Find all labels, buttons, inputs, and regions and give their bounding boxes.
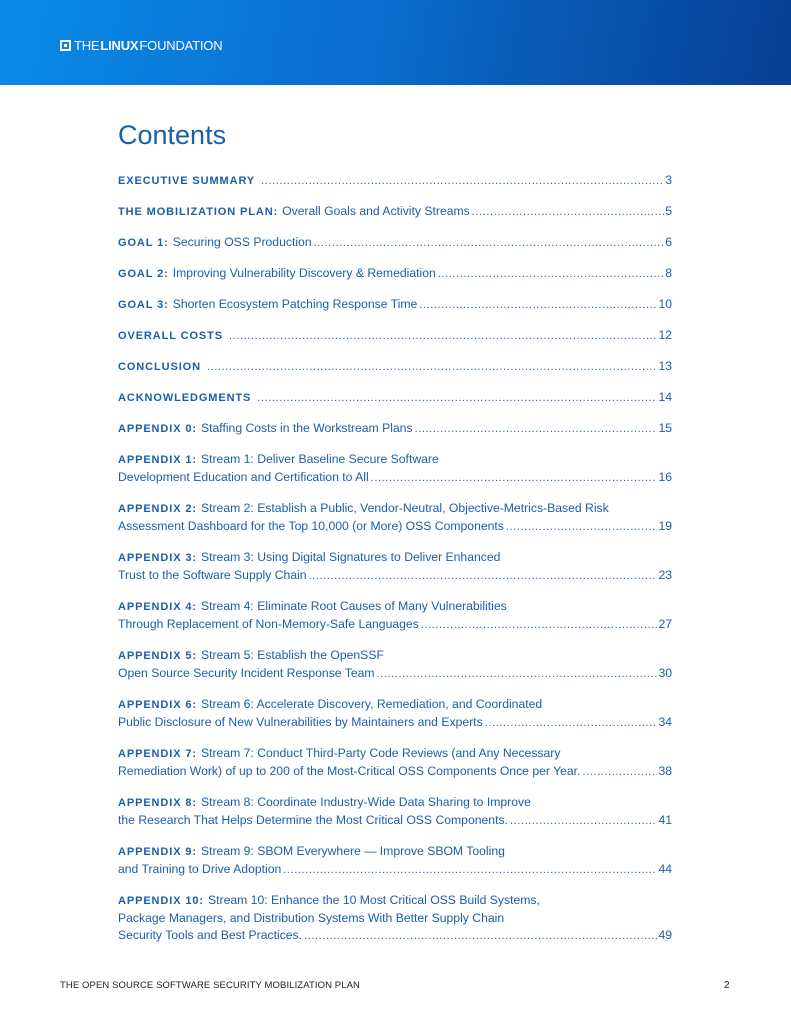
toc-page-number: 13 [658, 359, 672, 373]
toc-dot-leader [485, 715, 658, 732]
toc-page-number: 34 [658, 715, 672, 729]
toc-entry[interactable] [118, 500, 672, 536]
toc-entry-label: CONCLUSION [118, 361, 201, 373]
toc-entry-text: Improving Vulnerability Discovery & Remediation [172, 266, 436, 280]
toc-entry-line [118, 843, 672, 861]
toc-entry-label: APPENDIX 9: [118, 846, 197, 858]
toc-entry-label: APPENDIX 6: [118, 699, 197, 711]
toc-page-number: 44 [658, 862, 672, 876]
toc-dot-leader [261, 173, 664, 190]
toc-dot-leader [304, 928, 657, 945]
toc-dot-leader [377, 666, 658, 683]
toc-entry-line [118, 763, 672, 781]
toc-entry-text: Staffing Costs in the Workstream Plans [200, 421, 413, 435]
toc-entry-text: Stream 8: Coordinate Industry-Wide Data Sharing to Improve [200, 795, 531, 809]
toc-page-number: 19 [658, 519, 672, 533]
logo-word-foundation: FOUNDATION [139, 37, 223, 53]
toc-page-number: 27 [658, 617, 672, 631]
toc-entry-line [118, 296, 672, 314]
toc-entry[interactable] [118, 549, 672, 585]
toc-entry-line [118, 927, 672, 945]
toc-entry-text: Trust to the Software Supply Chain [118, 568, 307, 582]
toc-dot-leader [506, 519, 658, 536]
toc-entry-text: the Research That Helps Determine the Most Critical OSS Components. [118, 813, 508, 827]
toc-page-number: 10 [658, 297, 672, 311]
toc-dot-leader [314, 235, 665, 252]
toc-entry-line [118, 745, 672, 763]
toc-entry-line [118, 714, 672, 732]
toc-page-number: 49 [658, 928, 672, 942]
toc-dot-leader [371, 470, 658, 487]
toc-entry[interactable] [118, 647, 672, 683]
logo-word-the: THE [74, 37, 100, 53]
toc-entry-text: and Training to Drive Adoption [118, 862, 282, 876]
toc-dot-leader [472, 204, 664, 221]
toc-entry-line [118, 616, 672, 634]
toc-entry-line [118, 696, 672, 714]
toc-page-number: 38 [658, 764, 672, 778]
toc-dot-leader [207, 359, 657, 376]
toc-entry[interactable] [118, 203, 672, 221]
toc-entry[interactable] [118, 451, 672, 487]
toc-entry-line [118, 861, 672, 879]
toc-entry-line [118, 500, 672, 518]
toc-page-number: 30 [658, 666, 672, 680]
toc-dot-leader [582, 764, 657, 781]
toc-entry-line [118, 892, 672, 910]
toc-entry-label: APPENDIX 4: [118, 601, 197, 613]
toc-entry-text: Stream 4: Eliminate Root Causes of Many Vulnerabilities [200, 599, 507, 613]
toc-entry-text: Remediation Work) of up to 200 of the Most-Critical OSS Components Once per Year. [118, 764, 581, 778]
toc-entry-label: GOAL 3: [118, 299, 169, 311]
toc-entry-text: Securing OSS Production [172, 235, 312, 249]
toc-entry-text: Stream 2: Establish a Public, Vendor-Neutral, Objective-Metrics-Based Risk [200, 501, 609, 515]
toc-entry-label: OVERALL COSTS [118, 330, 224, 342]
toc-entry-label: APPENDIX 2: [118, 503, 197, 515]
toc-dot-leader [510, 813, 657, 830]
toc-dot-leader [309, 568, 658, 585]
toc-entry[interactable] [118, 598, 672, 634]
logo-word-linux: LINUX [100, 37, 139, 53]
toc-entry-text: Stream 9: SBOM Everywhere — Improve SBOM Tooling [200, 844, 505, 858]
toc-entry-text: Stream 1: Deliver Baseline Secure Software [200, 452, 439, 466]
toc-entry-text: Development Education and Certification to All [118, 470, 369, 484]
toc-entry-text: Assessment Dashboard for the Top 10,000 (or More) OSS Components [118, 519, 504, 533]
toc-dot-leader [257, 390, 657, 407]
toc-entry-text: Stream 5: Establish the OpenSSF [200, 648, 384, 662]
toc-page-number: 41 [658, 813, 672, 827]
toc-entry-text: Stream 10: Enhance the 10 Most Critical OSS Build Systems, [208, 893, 540, 907]
toc-entry-line [118, 598, 672, 616]
toc-page-number: 3 [665, 173, 672, 187]
toc-page-number: 6 [665, 235, 672, 249]
toc-entry[interactable] [118, 327, 672, 345]
toc-entry-line [118, 358, 672, 376]
toc-entry-text: Stream 3: Using Digital Signatures to Deliver Enhanced [200, 550, 501, 564]
page-title: Contents [118, 120, 227, 150]
toc-entry-text: Shorten Ecosystem Patching Response Time [172, 297, 418, 311]
toc-dot-leader [283, 862, 657, 879]
toc-entry-text: Overall Goals and Activity Streams [282, 204, 470, 218]
toc-entry[interactable] [118, 234, 672, 252]
toc-entry-text: Stream 6: Accelerate Discovery, Remediation, and Coordinated [200, 697, 543, 711]
toc-entry[interactable] [118, 358, 672, 376]
toc-entry-text: Stream 7: Conduct Third-Party Code Reviews (and Any Necessary [200, 746, 561, 760]
toc-entry-line [118, 665, 672, 683]
toc-entry-line [118, 420, 672, 438]
toc-entry-line [118, 265, 672, 283]
toc-entry-line [118, 234, 672, 252]
toc-entry[interactable] [118, 794, 672, 830]
toc-dot-leader [415, 421, 658, 438]
toc-entry-line [118, 518, 672, 536]
toc-entry-label: APPENDIX 10: [118, 895, 204, 907]
toc-entry-label: APPENDIX 0: [118, 423, 197, 435]
toc-entry-text: Open Source Security Incident Response Team [118, 666, 375, 680]
toc-entry[interactable] [118, 296, 672, 314]
toc-entry-label: ACKNOWLEDGMENTS [118, 392, 252, 404]
toc-entry-line [118, 910, 672, 927]
toc-entry[interactable] [118, 389, 672, 407]
toc-entry-text: Security Tools and Best Practices. [118, 928, 303, 942]
toc-entry-label: THE MOBILIZATION PLAN: [118, 206, 279, 218]
toc-page-number: 12 [658, 328, 672, 342]
linux-foundation-logo [60, 38, 222, 52]
toc-entry-line [118, 469, 672, 487]
toc-entry[interactable] [118, 843, 672, 879]
toc-entry-label: APPENDIX 1: [118, 454, 197, 466]
logo-square-icon [60, 40, 71, 51]
toc-entry[interactable] [118, 892, 672, 945]
toc-entry-line [118, 172, 672, 190]
toc-entry-text: Through Replacement of Non-Memory-Safe Languages [118, 617, 419, 631]
footer-document-title: THE OPEN SOURCE SOFTWARE SECURITY MOBILIZATION PLAN [60, 980, 360, 991]
footer-page-number: 2 [724, 980, 730, 991]
toc-entry-label: GOAL 2: [118, 268, 169, 280]
toc-entry-line [118, 549, 672, 567]
toc-page-number: 14 [658, 390, 672, 404]
toc-entry-label: GOAL 1: [118, 237, 169, 249]
toc-dot-leader [438, 266, 664, 283]
toc-page-number: 15 [658, 421, 672, 435]
toc-entry[interactable] [118, 696, 672, 732]
toc-entry-line [118, 567, 672, 585]
toc-entry[interactable] [118, 265, 672, 283]
toc-dot-leader [229, 328, 657, 345]
toc-entry-label: APPENDIX 3: [118, 552, 197, 564]
toc-entry-line [118, 389, 672, 407]
toc-entry-text: Package Managers, and Distribution Systems With Better Supply Chain [118, 911, 505, 925]
toc-page-number: 16 [658, 470, 672, 484]
toc-entry-line [118, 451, 672, 469]
header-banner [0, 0, 791, 85]
toc-entry-label: APPENDIX 5: [118, 650, 197, 662]
toc-entry[interactable] [118, 745, 672, 781]
toc-entry-label: APPENDIX 7: [118, 748, 197, 760]
toc-entry-line [118, 647, 672, 665]
toc-entry-label: EXECUTIVE SUMMARY [118, 175, 256, 187]
toc-entry-line [118, 794, 672, 812]
toc-page-number: 23 [658, 568, 672, 582]
toc-entry-line [118, 812, 672, 830]
toc-entry[interactable] [118, 172, 672, 190]
toc-page-number: 5 [665, 204, 672, 218]
toc-page-number: 8 [665, 266, 672, 280]
toc-entry[interactable] [118, 420, 672, 438]
toc-entry-line [118, 203, 672, 221]
toc-entry-line [118, 327, 672, 345]
toc-entry-label: APPENDIX 8: [118, 797, 197, 809]
toc-dot-leader [421, 617, 658, 634]
toc-entry-text: Public Disclosure of New Vulnerabilities by Maintainers and Experts [118, 715, 483, 729]
toc-dot-leader [419, 297, 657, 314]
